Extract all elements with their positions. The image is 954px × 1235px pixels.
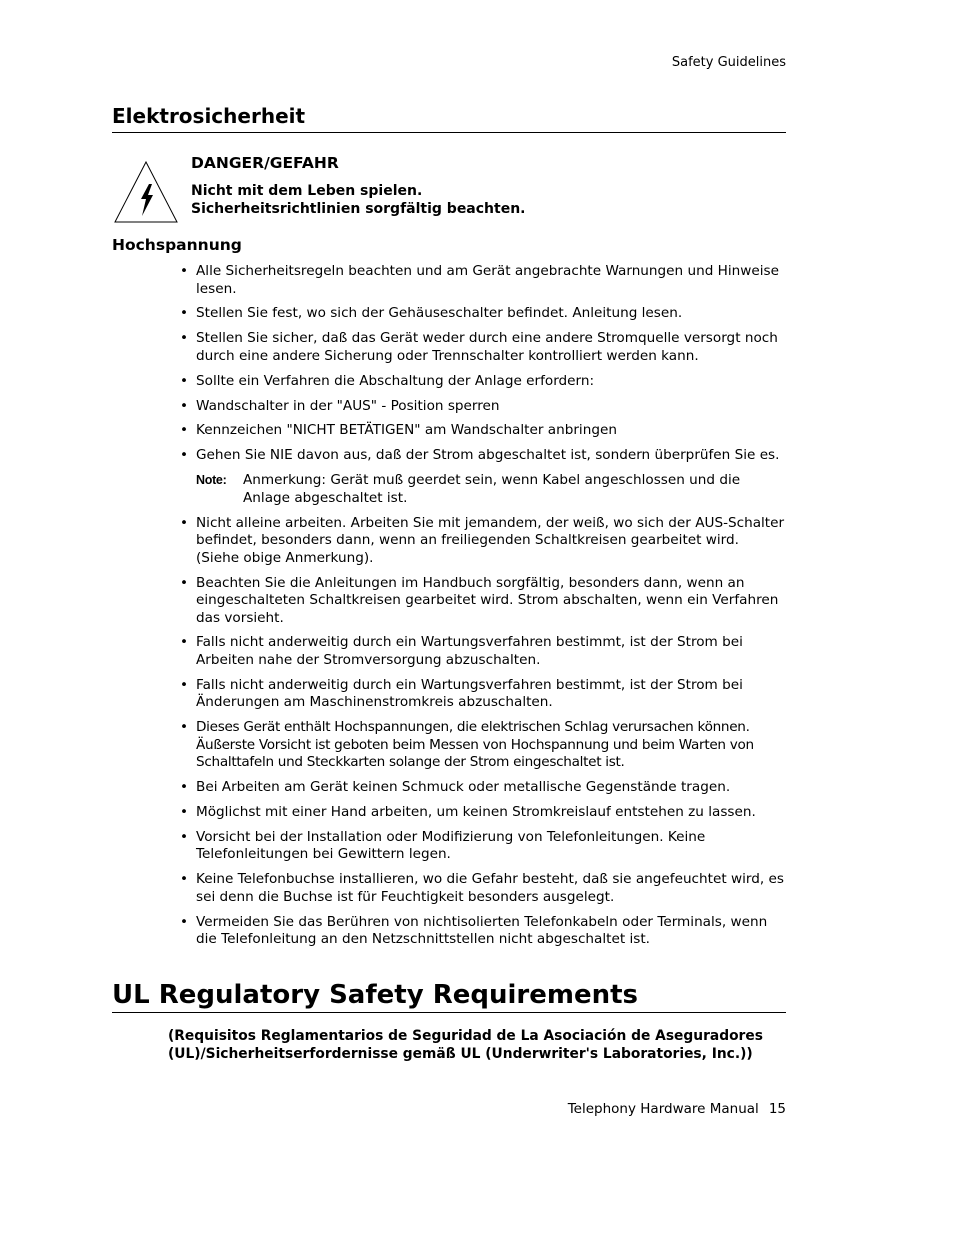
bullet: • bbox=[180, 263, 189, 279]
danger-line: Nicht mit dem Leben spielen. bbox=[191, 183, 423, 199]
bullet: • bbox=[180, 574, 189, 591]
bullet: • bbox=[180, 803, 189, 820]
list-item-text: Falls nicht anderweitig durch ein Wartungsverfahren bestimmt, ist der Strom bei Arbeiten nahe der Stromversorgung abzuschalten. bbox=[196, 634, 743, 668]
list-item bbox=[180, 677, 786, 712]
note-label: Note: bbox=[196, 473, 227, 488]
list-item-text: Kennzeichen "NICHT BETÄTIGEN" am Wandschalter anbringen bbox=[196, 422, 617, 439]
list-item bbox=[180, 330, 786, 365]
danger-title: DANGER/GEFAHR bbox=[191, 154, 339, 172]
list-item bbox=[180, 515, 786, 568]
bullet: • bbox=[180, 514, 189, 531]
list-item bbox=[180, 719, 786, 772]
bullet: • bbox=[180, 305, 189, 322]
ul-subtitle bbox=[168, 1027, 786, 1063]
subsection-heading: Hochspannung bbox=[112, 236, 242, 254]
list-item-text: Gehen Sie NIE davon aus, daß der Strom abgeschaltet ist, sondern überprüfen Sie es. bbox=[196, 447, 780, 464]
bullet: • bbox=[180, 676, 189, 693]
ul-subtitle-line: (UL)/Sicherheitserfordernisse gemäß UL (Underwriter's Laboratories, Inc.)) bbox=[168, 1046, 753, 1062]
bullet: • bbox=[180, 779, 189, 796]
list-item-text: Stellen Sie sicher, daß das Gerät weder durch eine andere Stromquelle versorgt noch durch eine andere Sicherung oder Trennschalter kontrolliert werden kann. bbox=[196, 330, 778, 364]
section-heading: Elektrosicherheit bbox=[112, 104, 786, 133]
list-item bbox=[180, 871, 786, 906]
list-item bbox=[180, 373, 786, 391]
list-item-text: Möglichst mit einer Hand arbeiten, um keinen Stromkreislauf entstehen zu lassen. bbox=[196, 803, 756, 820]
chapter-heading: UL Regulatory Safety Requirements bbox=[112, 980, 786, 1013]
list-item bbox=[180, 263, 786, 298]
high-voltage-warning-icon bbox=[113, 160, 179, 224]
list-item-text: Nicht alleine arbeiten. Arbeiten Sie mit jemandem, der weiß, wo sich der AUS-Schalter befindet, besonders dann, wenn an freiliegenden Schaltkreisen gearbeitet wird. (Siehe obige Anmerkung). bbox=[196, 514, 785, 566]
bullet: • bbox=[180, 871, 189, 888]
bullet-list bbox=[180, 263, 786, 956]
list-item-text: Bei Arbeiten am Gerät keinen Schmuck oder metallische Gegenstände tragen. bbox=[196, 779, 731, 796]
danger-line: Sicherheitsrichtlinien sorgfältig beachten. bbox=[191, 201, 526, 217]
list-item-text: Dieses Gerät enthält Hochspannungen, die elektrischen Schlag verursachen können. Äußerste Vorsicht ist geboten beim Messen von Hochspannung und beim Warten von Schalttafeln und Steckkarten solange der Strom eingeschaltet ist. bbox=[196, 719, 754, 771]
bullet: • bbox=[180, 447, 189, 464]
list-item bbox=[180, 779, 786, 797]
list-item bbox=[180, 634, 786, 669]
list-item bbox=[180, 829, 786, 864]
list-item bbox=[180, 305, 786, 323]
running-header: Safety Guidelines bbox=[671, 55, 786, 70]
bullet: • bbox=[180, 913, 189, 930]
bullet: • bbox=[180, 422, 189, 439]
bullet: • bbox=[180, 372, 189, 389]
list-item bbox=[180, 447, 786, 465]
list-item bbox=[180, 914, 786, 949]
list-item-text: Stellen Sie fest, wo sich der Gehäuseschalter befindet. Anleitung lesen. bbox=[196, 305, 683, 322]
list-item bbox=[180, 398, 786, 416]
footer-manual-title: Telephony Hardware Manual bbox=[567, 1101, 759, 1117]
list-item-text: Beachten Sie die Anleitungen im Handbuch sorgfältig, besonders dann, wenn an eingeschalteten Schaltkreisen gearbeitet wird. Strom abschalten, wenn ein Verfahren das vorsieht. bbox=[196, 574, 779, 626]
list-item bbox=[180, 422, 786, 440]
bullet: • bbox=[180, 330, 189, 347]
page-number: 15 bbox=[768, 1101, 786, 1117]
list-item-text: Falls nicht anderweitig durch ein Wartungsverfahren bestimmt, ist der Strom bei Änderungen am Maschinenstromkreis abzuschalten. bbox=[196, 676, 743, 711]
list-item bbox=[180, 804, 786, 822]
list-item-text: Keine Telefonbuchse installieren, wo die Gefahr besteht, daß sie angefeuchtet wird, es sei denn die Buchse ist für Feuchtigkeit besonders ausgelegt. bbox=[196, 871, 784, 905]
list-item-text: Sollte ein Verfahren die Abschaltung der Anlage erfordern: bbox=[196, 372, 595, 389]
bullet: • bbox=[180, 397, 189, 414]
list-item-text: Wandschalter in der "AUS" - Position sperren bbox=[196, 397, 500, 414]
note-text: Anmerkung: Gerät muß geerdet sein, wenn Kabel angeschlossen und die Anlage abgeschaltet ist. bbox=[243, 472, 741, 506]
list-item bbox=[180, 575, 786, 628]
note bbox=[196, 472, 786, 507]
list-item-text: Alle Sicherheitsregeln beachten und am Gerät angebrachte Warnungen und Hinweise lesen. bbox=[196, 263, 779, 297]
ul-subtitle-line: (Requisitos Reglamentarios de Seguridad de La Asociación de Aseguradores bbox=[168, 1028, 763, 1044]
page-footer bbox=[568, 1101, 786, 1117]
bullet: • bbox=[180, 634, 189, 651]
list-item-text: Vermeiden Sie das Berühren von nichtisolierten Telefonkabeln oder Terminals, wenn die Telefonleitung an den Netzschnittstellen nicht abgeschaltet ist. bbox=[196, 913, 768, 948]
list-item-text: Vorsicht bei der Installation oder Modifizierung von Telefonleitungen. Keine Telefonleitungen bei Gewittern legen. bbox=[196, 828, 706, 863]
bullet: • bbox=[180, 719, 188, 736]
bullet: • bbox=[180, 828, 189, 845]
